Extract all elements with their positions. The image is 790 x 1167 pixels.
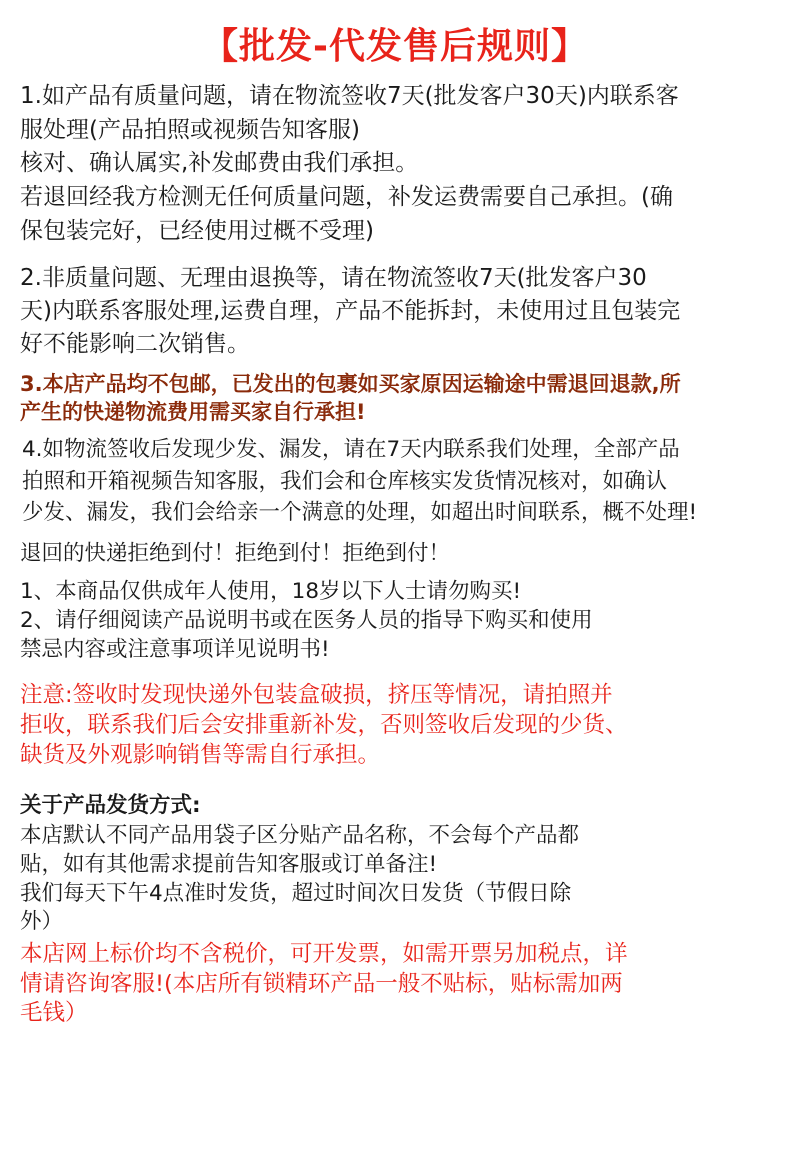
rule-4-line: 少发、漏发，我们会给亲一个满意的处理，如超出时间联系，概不处理!	[22, 500, 698, 525]
tax-line: 本店网上标价均不含税价，可开发票，如需开票另加税点，详	[20, 941, 628, 967]
rule-1-line: 1.如产品有质量问题，请在物流签收7天(批发客户30天)内联系客	[20, 83, 679, 109]
shipping-heading: 关于产品发货方式:	[20, 793, 201, 818]
tax-line: 情请咨询客服!(本店所有锁精环产品一般不贴标，贴标需加两	[20, 971, 623, 997]
notice-line: 1、本商品仅供成年人使用，18岁以下人士请勿购买!	[20, 579, 522, 604]
shipping-line: 外）	[20, 909, 64, 934]
rule-3-line: 3.本店产品均不包邮，已发出的包裹如买家原因运输途中需退回退款,所	[20, 372, 681, 396]
rule-4-line: 4.如物流签收后发现少发、漏发，请在7天内联系我们处理，全部产品	[22, 437, 680, 462]
shipping-line: 贴，如有其他需求提前告知客服或订单备注!	[20, 852, 438, 877]
rule-2-line: 2.非质量问题、无理由退换等，请在物流签收7天(批发客户30	[20, 265, 647, 291]
rule-1-line: 若退回经我方检测无任何质量问题，补发运费需要自己承担。(确	[20, 184, 673, 210]
warning-line: 注意:签收时发现快递外包装盒破损，挤压等情况，请拍照并	[20, 682, 613, 708]
rule-1-line: 保包装完好，已经使用过概不受理)	[20, 218, 374, 244]
notice-line: 禁忌内容或注意事项详见说明书!	[20, 637, 330, 662]
tax-line: 毛钱）	[20, 1000, 88, 1026]
rule-1-line: 核对、确认属实,补发邮费由我们承担。	[20, 150, 419, 176]
shipping-line: 本店默认不同产品用袋子区分贴产品名称，不会每个产品都	[20, 823, 580, 848]
rule-2-line: 天)内联系客服处理,运费自理，产品不能拆封，未使用过且包装完	[20, 298, 681, 324]
shipping-line: 我们每天下午4点准时发货，超过时间次日发货（节假日除	[20, 881, 572, 906]
notice-line: 2、请仔细阅读产品说明书或在医务人员的指导下购买和使用	[20, 608, 593, 633]
rule-2-line: 好不能影响二次销售。	[20, 331, 250, 357]
warning-line: 缺货及外观影响销售等需自行承担。	[20, 742, 381, 768]
rule-4-line: 拍照和开箱视频告知客服，我们会和仓库核实发货情况核对，如确认	[22, 469, 668, 494]
rule-1-line: 服处理(产品拍照或视频告知客服)	[20, 117, 360, 143]
no-cod-line: 退回的快递拒绝到付！拒绝到付！拒绝到付！	[20, 541, 451, 566]
page-title: 【批发-代发售后规则】	[202, 26, 588, 67]
rule-3-line: 产生的快递物流费用需买家自行承担!	[20, 400, 366, 424]
warning-line: 拒收，联系我们后会安排重新补发，否则签收后发现的少货、	[20, 712, 628, 738]
